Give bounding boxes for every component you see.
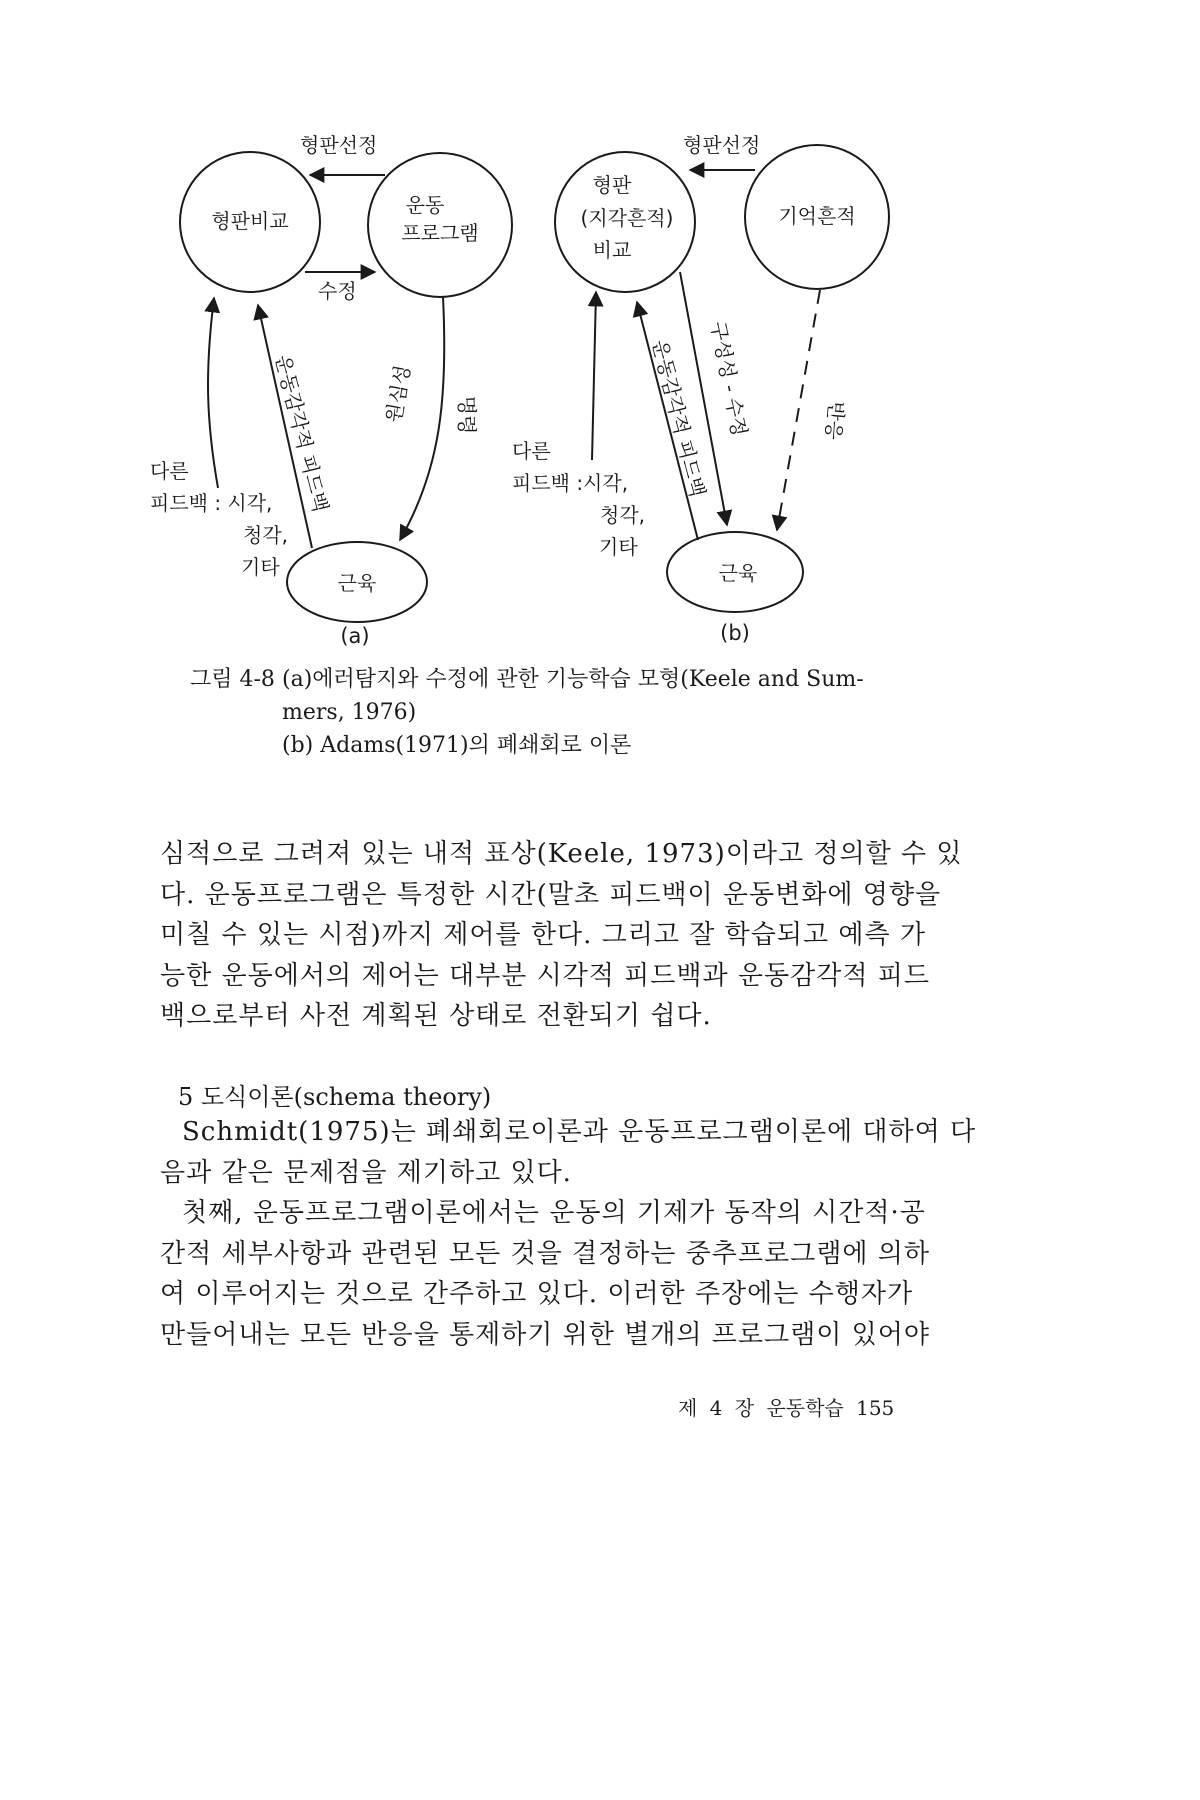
sub-label-a: (a) xyxy=(340,624,370,648)
other-feedback-arrow-b xyxy=(592,292,596,460)
response-label: 반응 xyxy=(821,400,849,441)
figure-number: 그림 4-8 xyxy=(190,667,275,692)
template-selection-label-a: 형판선정 xyxy=(300,133,378,157)
footer-title: 운동학습 xyxy=(766,1396,844,1420)
motor-program-line1: 운동 xyxy=(405,193,445,217)
other-feedback-a-line3: 청각, xyxy=(243,523,288,547)
caption-line-1: (a)에러탐지와 수정에 관한 기능학습 모형(Keele and Sum- xyxy=(282,667,864,692)
other-feedback-b-line4: 기타 xyxy=(599,535,638,559)
efferent-command-arrow xyxy=(400,297,444,540)
paragraph-line: 만들어내는 모든 반응을 통제하기 위한 별개의 프로그램이 있어야 xyxy=(160,1319,930,1350)
page-number: 155 xyxy=(856,1396,895,1420)
other-feedback-b-line1: 다른 xyxy=(512,439,551,463)
figure-4-8 xyxy=(0,0,1050,660)
muscle-label-b: 근육 xyxy=(718,561,758,585)
paragraph-line: 다. 운동프로그램은 특정한 시간(말초 피드백이 운동변화에 영향을 xyxy=(160,879,942,910)
motor-program-line2: 프로그램 xyxy=(401,221,479,245)
section-heading: 5 도식이론(schema theory) xyxy=(178,1083,492,1111)
paragraph-line: 미칠 수 있는 시점)까지 제어를 한다. 그리고 잘 학습되고 예측 가 xyxy=(160,920,926,950)
page-footer xyxy=(678,1392,894,1421)
paragraph-line: 능한 운동에서의 제어는 대부분 시각적 피드백과 운동감각적 피드 xyxy=(160,960,930,991)
correction-label: 수정 xyxy=(318,279,357,303)
template-circle-line2: (지각흔적) xyxy=(580,206,674,230)
other-feedback-arrow-a xyxy=(208,298,218,488)
sub-label-b: (b) xyxy=(720,621,750,645)
paragraph-line: 첫째, 운동프로그램이론에서는 운동의 기제가 동작의 시간적·공 xyxy=(182,1198,926,1228)
command-label: 명령 xyxy=(455,395,479,435)
template-comparison-text: 형판비교 xyxy=(211,209,289,233)
body-paragraph-1 xyxy=(160,834,963,1037)
paragraph-line: 백으로부터 사전 계획된 상태로 전환되기 쉽다. xyxy=(160,1001,712,1031)
figure-caption xyxy=(190,665,910,695)
template-selection-label-b: 형판선정 xyxy=(683,133,761,157)
other-feedback-b-line3: 청각, xyxy=(600,503,645,527)
memory-trace-label: 기억흔적 xyxy=(778,204,856,228)
muscle-label-a: 근육 xyxy=(337,571,377,595)
response-dashed-arrow xyxy=(777,290,820,530)
template-circle-line1: 형판 xyxy=(592,173,632,197)
paragraph-line: 음과 같은 문제점을 제기하고 있다. xyxy=(160,1157,572,1188)
kinesthetic-feedback-label-b: 운동감각적 피드백 xyxy=(647,337,710,500)
diagram-b xyxy=(512,133,889,645)
other-feedback-a-line2: 피드백 : 시각, xyxy=(150,491,273,515)
other-feedback-a-line4: 기타 xyxy=(241,555,280,579)
other-feedback-b-line2: 피드백 :시각, xyxy=(512,471,629,495)
paragraph-line: 심적으로 그려져 있는 내적 표상(Keele, 1973)이라고 정의할 수 있 xyxy=(160,839,963,869)
diagram-a xyxy=(150,133,512,648)
other-feedback-a-line1: 다른 xyxy=(150,459,189,483)
paragraph-line: 간적 세부사항과 관련된 모든 것을 결정하는 중추프로그램에 의하 xyxy=(160,1238,930,1269)
kinesthetic-feedback-label-a: 운동감각적 피드백 xyxy=(270,352,333,515)
paragraph-line: 여 이루어지는 것으로 간주하고 있다. 이러한 주장에는 수행자가 xyxy=(160,1279,914,1309)
body-paragraph-2 xyxy=(160,1112,977,1355)
template-circle-line3: 비교 xyxy=(592,238,632,262)
paragraph-line: Schmidt(1975)는 폐쇄회로이론과 운동프로그램이론에 대하여 다 xyxy=(182,1117,977,1147)
reconstruct-correct-label: 구성성 - 수정 xyxy=(705,319,752,439)
footer-chapter: 제 4 장 xyxy=(678,1396,755,1420)
caption-line-2: mers, 1976) xyxy=(282,700,417,725)
efferent-label: 원심성 xyxy=(381,363,415,425)
caption-line-3: (b) Adams(1971)의 폐쇄회로 이론 xyxy=(282,733,632,758)
